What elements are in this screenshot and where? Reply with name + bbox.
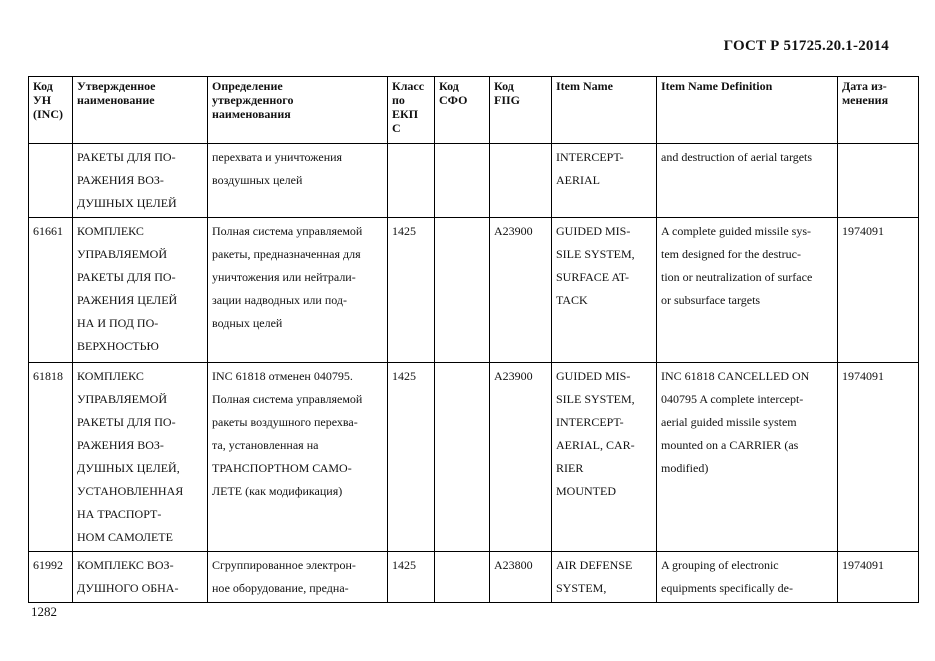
cell-ekp	[388, 144, 435, 218]
cell-definition: INC 61818 отменен 040795. Полная система управляемой ракеты воздушного перехва- та, установленная на ТРАНСПОРТНОМ САМО- ЛЕТЕ (как модификация)	[208, 363, 388, 552]
cell-sfo	[435, 144, 490, 218]
cell-sfo	[435, 363, 490, 552]
document-title: ГОСТ Р 51725.20.1-2014	[723, 38, 889, 54]
cell-sfo	[435, 218, 490, 363]
cell-date: 1974091	[838, 363, 919, 552]
cell-date: 1974091	[838, 552, 919, 603]
cell-fiig: A23800	[490, 552, 552, 603]
cell-name: КОМПЛЕКС УПРАВЛЯЕМОЙ РАКЕТЫ ДЛЯ ПО- РАЖЕНИЯ ВОЗ- ДУШНЫХ ЦЕЛЕЙ, УСТАНОВЛЕННАЯ НА ТРАСПОРТ- НОМ САМОЛЕТЕ	[73, 363, 208, 552]
cell-definition: перехвата и уничтожения воздушных целей	[208, 144, 388, 218]
cell-ekp: 1425	[388, 363, 435, 552]
cell-fiig	[490, 144, 552, 218]
column-header-ekp-class: Класс по ЕКП С	[388, 77, 435, 144]
cell-definition: Полная система управляемой ракеты, предназначенная для уничтожения или нейтрали- зации надводных или под- водных целей	[208, 218, 388, 363]
cell-name: КОМПЛЕКС УПРАВЛЯЕМОЙ РАКЕТЫ ДЛЯ ПО- РАЖЕНИЯ ЦЕЛЕЙ НА И ПОД ПО- ВЕРХНОСТЬЮ	[73, 218, 208, 363]
cell-item-name: GUIDED MIS- SILE SYSTEM, INTERCEPT- AERIAL, CAR- RIER MOUNTED	[552, 363, 657, 552]
cell-item-definition: and destruction of aerial targets	[657, 144, 838, 218]
cell-item-name: INTERCEPT- AERIAL	[552, 144, 657, 218]
cell-code: 61661	[29, 218, 73, 363]
cell-name: РАКЕТЫ ДЛЯ ПО- РАЖЕНИЯ ВОЗ- ДУШНЫХ ЦЕЛЕЙ	[73, 144, 208, 218]
cell-name: КОМПЛЕКС ВОЗ- ДУШНОГО ОБНА-	[73, 552, 208, 603]
cell-definition: Сгруппированное электрон- ное оборудование, предна-	[208, 552, 388, 603]
column-header-change-date: Дата из- менения	[838, 77, 919, 144]
page-number: 1282	[31, 604, 57, 619]
column-header-definition: Определение утвержденного наименования	[208, 77, 388, 144]
cell-code: 61992	[29, 552, 73, 603]
cell-ekp: 1425	[388, 552, 435, 603]
cell-ekp: 1425	[388, 218, 435, 363]
column-header-item-name-definition: Item Name Definition	[657, 77, 838, 144]
table-row	[29, 144, 919, 218]
table-header-row	[29, 77, 919, 144]
cell-sfo	[435, 552, 490, 603]
column-header-fiig-code: Код FIIG	[490, 77, 552, 144]
table-row	[29, 552, 919, 603]
cell-fiig: A23900	[490, 218, 552, 363]
classification-table	[28, 76, 919, 603]
cell-date	[838, 144, 919, 218]
cell-item-name: GUIDED MIS- SILE SYSTEM, SURFACE AT- TACK	[552, 218, 657, 363]
cell-date: 1974091	[838, 218, 919, 363]
cell-code: 61818	[29, 363, 73, 552]
cell-item-definition: INC 61818 CANCELLED ON 040795 A complete intercept- aerial guided missile system mounted on a CARRIER (as modified)	[657, 363, 838, 552]
table-row	[29, 218, 919, 363]
cell-item-definition: A grouping of electronic equipments specifically de-	[657, 552, 838, 603]
cell-fiig: A23900	[490, 363, 552, 552]
table-row	[29, 363, 919, 552]
cell-item-definition: A complete guided missile sys- tem designed for the destruc- tion or neutralization of surface or subsurface targets	[657, 218, 838, 363]
column-header-code: Код УН (INC)	[29, 77, 73, 144]
cell-item-name: AIR DEFENSE SYSTEM,	[552, 552, 657, 603]
column-header-approved-name: Утвержденное наименование	[73, 77, 208, 144]
cell-code	[29, 144, 73, 218]
column-header-item-name: Item Name	[552, 77, 657, 144]
column-header-sfo-code: Код СФО	[435, 77, 490, 144]
